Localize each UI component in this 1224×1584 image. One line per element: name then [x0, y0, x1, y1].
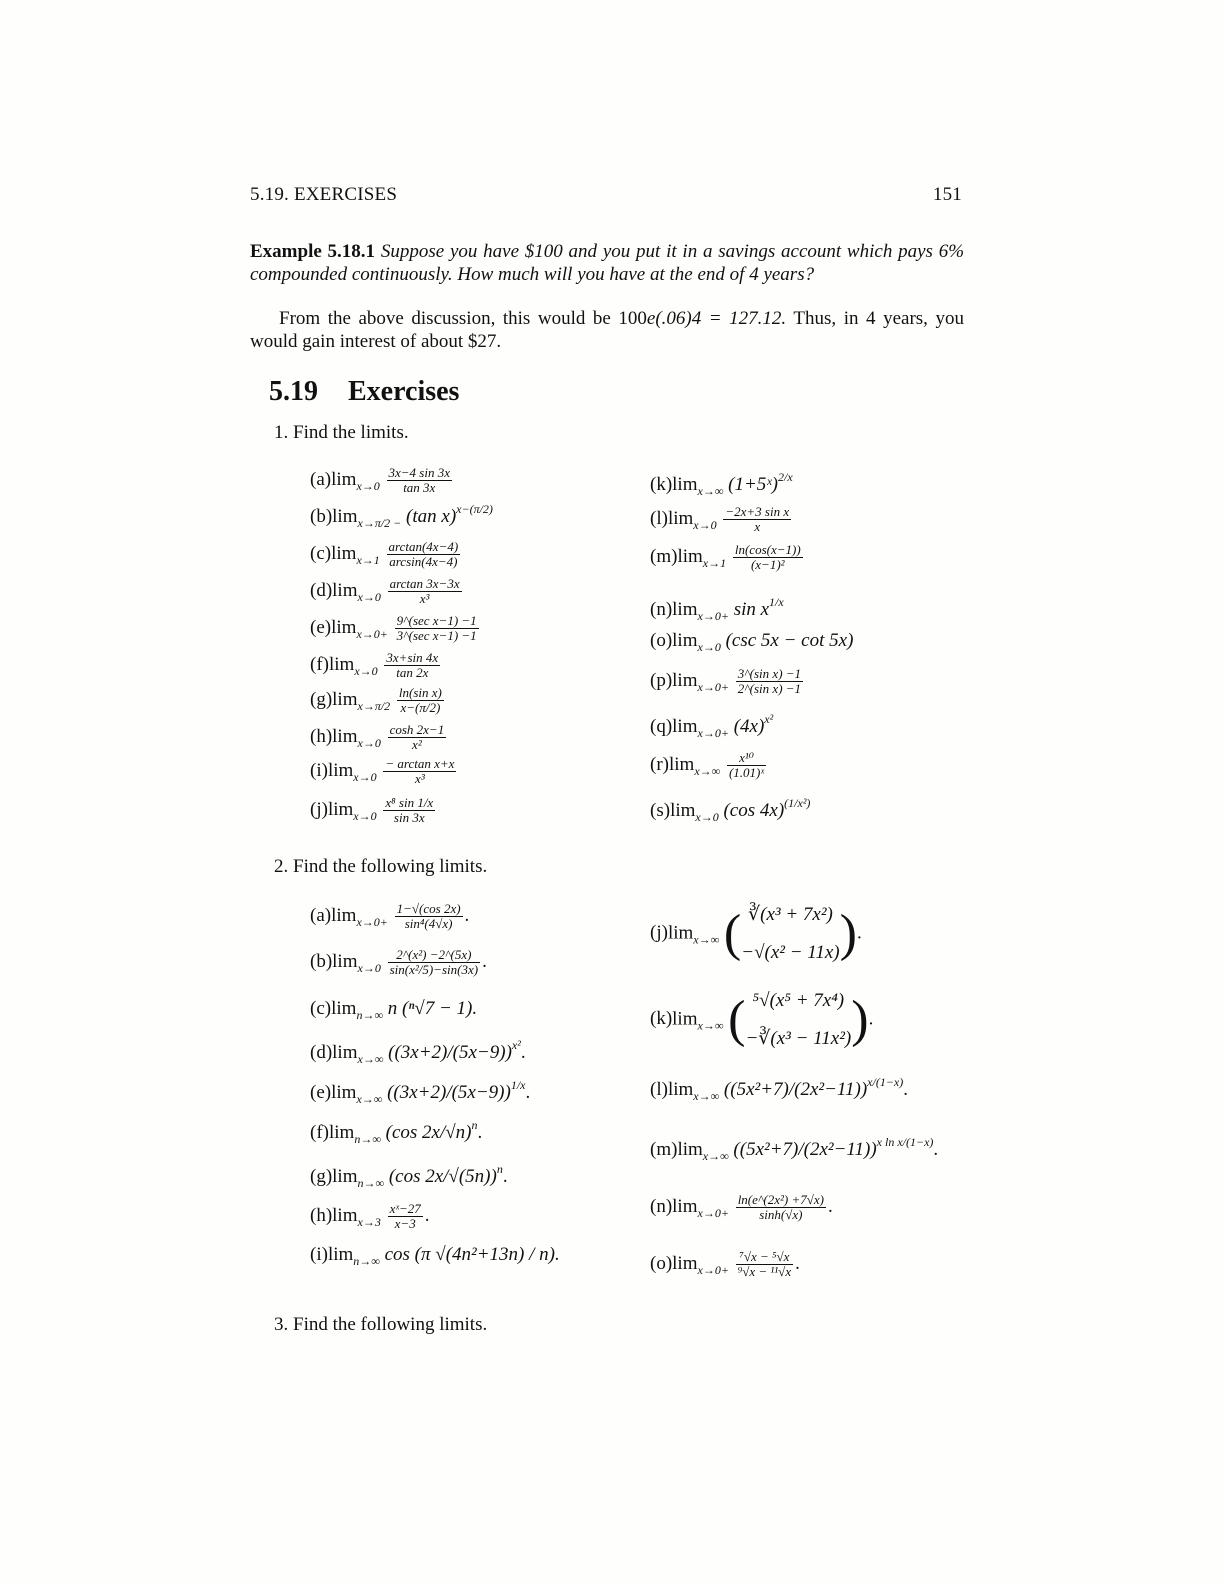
- lim-word: lim: [331, 542, 357, 564]
- exponent: 1/x: [769, 595, 784, 609]
- item-label: (o): [650, 630, 673, 651]
- lim-word: lim: [327, 1244, 354, 1265]
- lim-word: lim: [672, 1008, 698, 1030]
- fraction: [387, 466, 452, 495]
- expression: (csc 5x − cot 5x): [725, 630, 854, 651]
- item-label: (g): [310, 688, 333, 710]
- lim-subscript: x→0+: [697, 679, 729, 694]
- p2-item-c: [310, 998, 477, 1023]
- lim-subscript: x→0+: [697, 726, 729, 740]
- lim-word: lim: [331, 616, 357, 638]
- denominator: (1.01)ˣ: [728, 765, 765, 780]
- item-label: (l): [650, 1079, 668, 1100]
- numerator: xˣ−27: [389, 1201, 421, 1216]
- lim-word: lim: [672, 1252, 698, 1274]
- lim-word: lim: [677, 545, 703, 567]
- item-label: (l): [650, 507, 668, 529]
- numerator: x⁸ sin 1/x: [385, 795, 434, 810]
- numerator: 2^(x²) −2^(5x): [388, 948, 480, 963]
- expression: (cos 4x): [723, 800, 785, 821]
- section-heading: [269, 376, 459, 408]
- trailing-punct: .: [525, 1082, 531, 1103]
- trailing-punct: .: [868, 1008, 874, 1030]
- p2-item-a: [310, 902, 469, 931]
- denominator: sin⁴(4√x): [404, 916, 453, 931]
- p2-item-g: [310, 1162, 508, 1191]
- fraction: [388, 948, 480, 977]
- p1-item-n: [650, 595, 784, 624]
- item-label: (c): [310, 542, 332, 564]
- p2-item-m: [650, 1135, 938, 1164]
- fraction: [727, 751, 766, 780]
- lim-subscript: x→0: [697, 640, 721, 654]
- lim-word: lim: [327, 798, 354, 820]
- lim-word: lim: [331, 998, 357, 1019]
- fraction: [383, 796, 435, 825]
- item-label: (q): [650, 716, 673, 737]
- expression: (4x): [733, 716, 765, 737]
- lim-subscript: x→0+: [697, 609, 729, 623]
- item-label: (m): [650, 1139, 678, 1160]
- lim-subscript: x→0+: [697, 1262, 729, 1277]
- item-label: (s): [650, 800, 671, 821]
- p1-item-o: [650, 630, 853, 655]
- numerator: arctan 3x−3x: [389, 576, 460, 591]
- item-label: (j): [650, 922, 668, 944]
- denominator: x−3: [394, 1216, 416, 1231]
- lim-subscript: x→0: [354, 663, 378, 678]
- p2-item-h: [310, 1202, 430, 1231]
- top-term: ∛(x³ + 7x²): [748, 904, 833, 925]
- denominator: x: [754, 519, 761, 534]
- lim-word: lim: [667, 1079, 694, 1100]
- item-label: (i): [310, 759, 328, 781]
- denominator: (x−1)²: [750, 557, 785, 572]
- exponent: x²: [764, 712, 774, 726]
- p1-item-r: [650, 751, 768, 780]
- denominator: 3^(sec x−1) −1: [396, 628, 477, 643]
- top-term: ⁵√(x⁵ + 7x⁴): [752, 990, 845, 1011]
- exponent: (1/x²): [784, 796, 811, 810]
- p2-item-b: [310, 948, 487, 977]
- lim-subscript: x→0: [693, 517, 717, 532]
- bottom-term: −∛(x³ − 11x²): [745, 1028, 852, 1049]
- numerator: −2x+3 sin x: [725, 504, 790, 519]
- p1-item-s: [650, 796, 810, 825]
- problem-3-heading: 3. Find the following limits.: [274, 1314, 488, 1335]
- item-label: (b): [310, 950, 333, 972]
- p1-item-h: [310, 723, 448, 752]
- lim-subscript: x→0: [353, 769, 377, 784]
- item-label: (o): [650, 1252, 673, 1274]
- page-number: 151: [932, 184, 962, 205]
- expression: cos (π √(4n²+13n) / n).: [384, 1244, 560, 1265]
- fraction: [388, 723, 447, 752]
- lim-subscript: n→∞: [354, 1132, 381, 1146]
- denominator: tan 2x: [396, 665, 429, 680]
- exponent: 1/x: [510, 1078, 526, 1092]
- p1-item-f: [310, 651, 442, 680]
- left-paren: (: [728, 991, 746, 1048]
- lim-subscript: n→∞: [357, 1176, 385, 1190]
- lim-word: lim: [332, 688, 358, 710]
- expression: (cos 2x/√(5n)): [388, 1166, 497, 1187]
- lim-subscript: x→∞: [697, 1018, 724, 1033]
- expression: (tan x): [406, 506, 457, 527]
- denominator: tan 3x: [403, 480, 436, 495]
- fraction: [383, 757, 456, 786]
- trailing-punct: .: [856, 922, 862, 944]
- left-paren: (: [723, 905, 742, 962]
- numerator: x¹⁰: [727, 751, 766, 766]
- fraction: [397, 686, 444, 715]
- denominator: sin 3x: [393, 810, 425, 825]
- item-label: (g): [310, 1166, 333, 1187]
- p1-item-m: [650, 543, 805, 572]
- fraction: [736, 667, 803, 696]
- lim-word: lim: [672, 716, 698, 737]
- exponent: x/(1−x): [867, 1075, 904, 1089]
- fraction: [395, 614, 479, 643]
- fraction: [736, 1193, 826, 1222]
- trailing-punct: .: [477, 1122, 483, 1143]
- denominator: x²: [412, 737, 422, 752]
- lim-word: lim: [332, 1204, 358, 1226]
- item-label: (h): [310, 1204, 333, 1226]
- fraction: [733, 543, 803, 572]
- expression: (1+5ˣ): [728, 474, 778, 495]
- lim-word: lim: [328, 653, 355, 675]
- item-label: (a): [310, 904, 332, 926]
- expression: sin x: [733, 599, 770, 620]
- numerator: 3x+sin 4x: [386, 650, 439, 665]
- example-text: Suppose you have $100 and you put it in a savings account which pays 6% compounded continuously. How much will you have at the end of 4 years?: [250, 241, 965, 285]
- lim-subscript: x→∞: [694, 763, 721, 778]
- lim-subscript: x→0: [357, 589, 381, 604]
- trailing-punct: .: [903, 1079, 908, 1100]
- lim-word: lim: [331, 904, 357, 926]
- p1-item-b: [310, 502, 493, 531]
- item-label: (k): [650, 474, 673, 495]
- lim-word: lim: [332, 725, 358, 747]
- section-number: 5.19: [269, 376, 318, 407]
- numerator: 1−√(cos 2x): [396, 901, 461, 916]
- item-label: (f): [310, 653, 329, 675]
- lim-word: lim: [327, 759, 354, 781]
- item-label: (c): [310, 998, 332, 1019]
- lim-word: lim: [332, 950, 358, 972]
- p2-item-o: [650, 1250, 800, 1279]
- lim-word: lim: [672, 1195, 698, 1217]
- fraction: [395, 902, 463, 931]
- p1-item-i: [310, 757, 458, 786]
- p2-item-l: [650, 1075, 908, 1104]
- denominator: x³: [419, 591, 430, 606]
- exponent: n: [496, 1162, 503, 1176]
- lim-subscript: n→∞: [356, 1008, 383, 1022]
- lim-subscript: x→1: [356, 552, 380, 567]
- lim-word: lim: [677, 1139, 703, 1160]
- lim-subscript: x→0+: [697, 1205, 729, 1220]
- numerator: 3^(sin x) −1: [737, 666, 802, 681]
- numerator: 9^(sec x−1) −1: [396, 613, 477, 628]
- item-label: (d): [310, 579, 333, 601]
- trailing-punct: .: [795, 1252, 800, 1274]
- p1-item-a: [310, 466, 454, 495]
- stacked-expression: [745, 982, 851, 1058]
- lim-word: lim: [328, 1122, 355, 1143]
- fraction: [723, 505, 791, 534]
- p1-item-p: [650, 667, 805, 696]
- section-title: Exercises: [348, 376, 460, 407]
- stacked-expression: [741, 896, 839, 972]
- p2-item-e: [310, 1078, 530, 1107]
- fraction: [388, 1202, 423, 1231]
- numerator: arctan(4x−4): [388, 539, 459, 554]
- numerator: ln(sin x): [398, 685, 442, 700]
- lim-word: lim: [672, 630, 698, 651]
- lim-word: lim: [672, 669, 698, 691]
- lim-word: lim: [332, 506, 358, 527]
- numerator: − arctan x+x: [385, 756, 455, 771]
- numerator: 3x−4 sin 3x: [388, 465, 450, 480]
- item-label: (m): [650, 545, 678, 567]
- lim-subscript: x→1: [702, 555, 727, 570]
- lim-word: lim: [332, 579, 358, 601]
- lim-word: lim: [670, 800, 696, 821]
- discussion-text-2: Thus, in 4 years, you would gain interest of about $27.: [250, 308, 964, 352]
- lim-subscript: x→0+: [356, 626, 388, 641]
- lim-word: lim: [332, 1042, 358, 1063]
- expression: ((5x²+7)/(2x²−11)): [723, 1079, 868, 1100]
- expression: ((3x+2)/(5x−9)): [387, 1082, 511, 1103]
- exponent: x−(π/2): [456, 502, 493, 516]
- lim-subscript: x→0: [357, 735, 381, 750]
- item-label: (e): [310, 616, 332, 638]
- item-label: (j): [310, 798, 328, 820]
- p2-item-f: [310, 1118, 482, 1147]
- denominator: 2^(sin x) −1: [737, 681, 802, 696]
- p1-item-d: [310, 577, 464, 606]
- item-label: (a): [310, 468, 332, 490]
- problem-1-heading: 1. Find the limits.: [274, 422, 409, 443]
- bottom-term: −√(x² − 11x): [741, 942, 840, 963]
- lim-word: lim: [668, 753, 695, 775]
- expression: (cos 2x/√n): [385, 1122, 472, 1143]
- item-label: (b): [310, 506, 333, 527]
- discussion-text-1: From the above discussion, this would be 100: [279, 308, 647, 329]
- fraction: [388, 577, 462, 606]
- exponent: x²: [511, 1038, 521, 1052]
- fraction: [384, 651, 440, 680]
- lim-subscript: x→π/2 −: [357, 516, 402, 530]
- numerator: cosh 2x−1: [389, 722, 445, 737]
- p2-item-j: [650, 896, 862, 972]
- lim-subscript: x→0: [356, 478, 380, 493]
- lim-subscript: x→0: [353, 808, 377, 823]
- p1-item-c: [310, 540, 462, 569]
- example-label: Example 5.18.1: [250, 241, 376, 262]
- trailing-punct: .: [464, 904, 470, 926]
- lim-word: lim: [672, 599, 698, 620]
- denominator: ⁹√x − ¹¹√x: [737, 1264, 792, 1279]
- lim-subscript: x→0+: [356, 914, 388, 929]
- trailing-punct: .: [827, 1195, 833, 1217]
- p2-item-k: [650, 982, 873, 1058]
- numerator: ln(e^(2x²) +7√x): [737, 1192, 824, 1207]
- trailing-punct: .: [520, 1042, 526, 1063]
- right-paren: ): [839, 905, 857, 962]
- exponent: 2/x: [777, 470, 793, 484]
- numerator: ln(cos(x−1)): [734, 542, 801, 557]
- p1-item-e: [310, 614, 481, 643]
- p2-item-n: [650, 1193, 833, 1222]
- item-label: (h): [310, 725, 333, 747]
- problem-2-heading: 2. Find the following limits.: [274, 856, 488, 877]
- p1-item-j: [310, 796, 437, 825]
- lim-subscript: x→3: [357, 1214, 381, 1229]
- lim-subscript: x→∞: [702, 1149, 729, 1163]
- exponent: x ln x/(1−x): [876, 1135, 934, 1149]
- p1-item-q: [650, 712, 773, 741]
- fraction: [736, 1250, 793, 1279]
- p2-item-d: [310, 1038, 526, 1067]
- lim-word: lim: [672, 474, 698, 495]
- lim-word: lim: [667, 507, 694, 529]
- p1-item-l: [650, 505, 793, 534]
- item-label: (n): [650, 1195, 673, 1217]
- running-header-section: 5.19. EXERCISES: [250, 184, 398, 205]
- item-label: (e): [310, 1082, 332, 1103]
- p1-item-k: [650, 470, 793, 499]
- lim-word: lim: [331, 468, 357, 490]
- item-label: (n): [650, 599, 673, 620]
- denominator: x−(π/2): [400, 700, 441, 715]
- right-paren: ): [851, 991, 869, 1048]
- discussion-paragraph: [250, 307, 964, 353]
- expression: ((5x²+7)/(2x²−11)): [733, 1139, 877, 1160]
- denominator: sinh(√x): [759, 1207, 803, 1222]
- lim-word: lim: [332, 1166, 358, 1187]
- numerator: ⁷√x − ⁵√x: [736, 1250, 793, 1265]
- expression: n (ⁿ√7 − 1).: [387, 998, 478, 1019]
- trailing-punct: .: [482, 950, 487, 972]
- lim-word: lim: [667, 922, 694, 944]
- expression: ((3x+2)/(5x−9)): [388, 1042, 512, 1063]
- denominator: x³: [415, 771, 425, 786]
- lim-subscript: x→∞: [697, 484, 724, 498]
- lim-subscript: x→∞: [356, 1092, 383, 1106]
- p2-item-i: [310, 1244, 560, 1269]
- trailing-punct: .: [502, 1166, 508, 1187]
- discussion-expression: e(.06)4 = 127.12.: [646, 308, 787, 329]
- exponent: n: [471, 1118, 478, 1132]
- trailing-punct: .: [424, 1204, 430, 1226]
- fraction: [387, 540, 461, 569]
- lim-subscript: x→∞: [357, 1052, 384, 1066]
- lim-subscript: x→0: [357, 960, 381, 975]
- lim-word: lim: [331, 1082, 357, 1103]
- item-label: (d): [310, 1042, 333, 1063]
- lim-subscript: n→∞: [353, 1254, 380, 1268]
- lim-subscript: x→π/2: [357, 698, 391, 713]
- trailing-punct: .: [933, 1139, 939, 1160]
- lim-subscript: x→∞: [693, 1089, 720, 1103]
- denominator: sin(x²/5)−sin(3x): [389, 962, 479, 977]
- item-label: (f): [310, 1122, 329, 1143]
- item-label: (p): [650, 669, 673, 691]
- denominator: arcsin(4x−4): [389, 554, 458, 569]
- item-label: (i): [310, 1244, 328, 1265]
- item-label: (r): [650, 753, 669, 775]
- item-label: (k): [650, 1008, 673, 1030]
- lim-subscript: x→∞: [693, 932, 720, 947]
- example-block: [250, 240, 964, 286]
- p1-item-g: [310, 686, 446, 715]
- lim-subscript: x→0: [695, 810, 719, 824]
